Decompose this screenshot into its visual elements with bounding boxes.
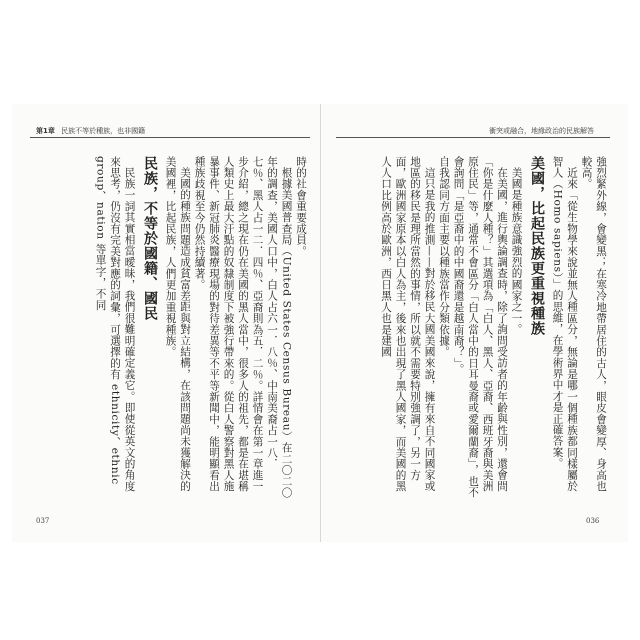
left-running-head — [36, 126, 145, 136]
paragraph: 強烈緊外線，會變黑；在寒冷地帶居住的古人，眼皮會變厚、身高也較高。 — [580, 156, 607, 492]
chapter-label: 第1章 — [36, 127, 55, 135]
right-page-number: 036 — [586, 517, 600, 525]
paragraph: 近來「從生物學來說並無人種區分，無論是哪一個種族都同樣屬於智人（Homo sapiens）」的思維，在學術界中才是正確答案。 — [551, 156, 578, 492]
paragraph: 民族一詞其實相當曖昧，我們很難明確定義它。即使從英文的角度來思考，仍沒有完美對應的詞彙，可選擇的有 ethnicity、ethnic group、nation 等單字，不同 — [94, 156, 136, 492]
left-page-number: 037 — [36, 517, 50, 525]
paragraph: 美國是種族意識強烈的國家之一。 — [510, 166, 523, 335]
left-header-rule — [30, 137, 310, 138]
paragraph: 在美國，進行輿論調查時，除了詢問受訪者的年齡與性別，還會問「你是什麼人種？」其選項為「白人、黑人、亞裔、西班牙裔與美洲原住民」等，通常不會區分「白人當中的日耳曼裔或愛爾蘭裔」，也不會詢問「是亞裔中的中國裔還是越南裔？」。 — [452, 156, 508, 498]
right-page-body — [346, 156, 608, 500]
left-page-body — [38, 156, 308, 500]
book-gutter — [320, 104, 321, 542]
paragraph: 這只是我的推測——對於移民大國美國來說，擁有來自不同國家或地區的移民是理所當然的事情，所以就不需要特別強調了，另一方面，歐洲國家原本以白人為主，後來也出現了黑人國家，而美國的黑人人口比例高於歐洲，西日黑人也是建國 — [380, 156, 436, 492]
paragraph: 根據美國普查局（United States Census Bureau）在二〇二〇年的調查，美國人口中，白人占六一．八％、中南美裔占一八．七％、黑人占一二．四％、亞裔則為五．二％。詳情會在第一章進一步介紹，總之現在仍在美國的黑人當中，很多人的祖先，都是在堪稱人類史上最大汙點的奴隸制度下被強行帶來的。從白人警察對黑人施暴事件、新冠肺炎醫療現場的對待差異等不平等新聞中，能明顯看出種族歧視至今仍然持續著。 — [193, 156, 293, 498]
paragraph: 自我認同方面主要以種族當作分類依據。 — [438, 156, 450, 358]
left-running-title: 民族不等於種族，也非國籍 — [61, 127, 146, 135]
right-header-rule — [336, 137, 610, 138]
right-running-head: 衝突或融合，地緣政治的民族解答 — [489, 127, 594, 135]
paragraph: 美國的種族問題造成貧富差距與對立結構，在該問題尚未獲解決的美國裡，比起民族，人們更加重視種族。 — [164, 156, 191, 492]
paragraph: 時的社會重要成員。 — [295, 156, 307, 257]
section-heading: 美國，比起民族更重視種族 — [529, 156, 545, 336]
section-heading: 民族，不等於國籍、國民 — [142, 156, 158, 321]
